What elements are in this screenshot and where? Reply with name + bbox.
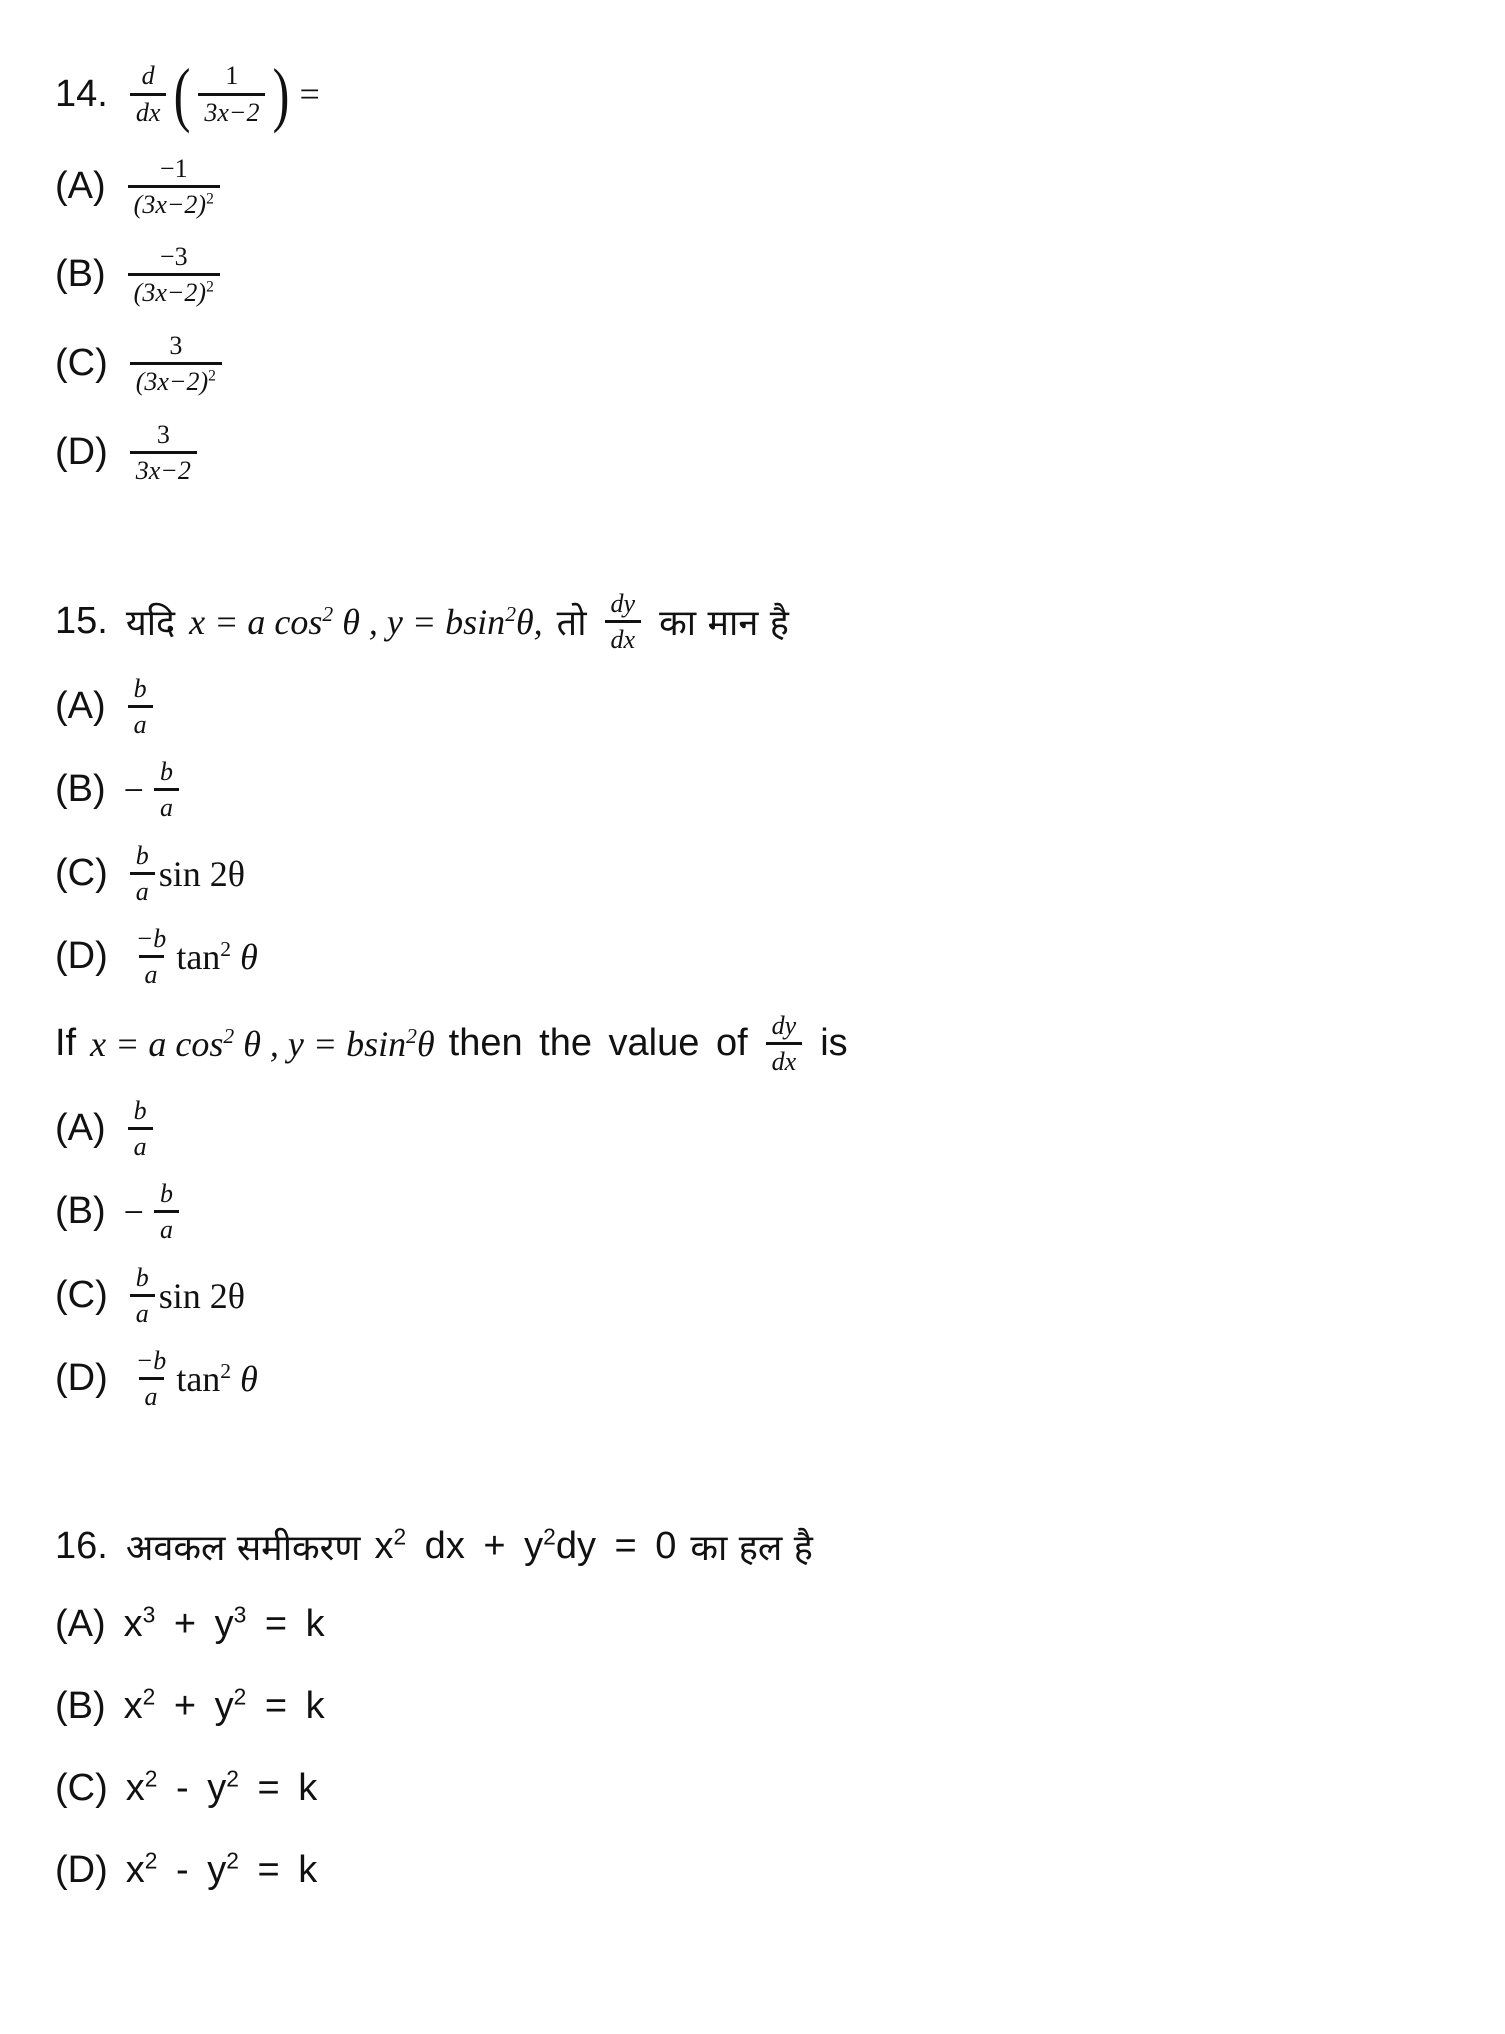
question-16-stem: 16. अवकल समीकरण $x^2$ dx + $y^2dy = 0$ का हल है xyxy=(55,1523,813,1569)
option-fraction: $\frac{3}{3x-2}$ xyxy=(130,421,197,485)
left-paren: ( xyxy=(173,54,191,134)
option-fraction: $\frac{-3}{(3x-2)^2}$ xyxy=(128,243,220,307)
q16-option-c[interactable]: (C) $x^2 - y^2 = k$ xyxy=(55,1765,318,1809)
equation: $x^2$ dx + $y^2dy = 0$ xyxy=(374,1523,677,1567)
q14-option-b[interactable]: (B) $\frac{-3}{(3x-2)^2}$ xyxy=(55,243,224,307)
q15-hindi-option-b[interactable]: (B) − $\frac{b}{a}$ xyxy=(55,758,183,822)
equation: x = a $\cos^2 \theta$ , y = bsin$^2$θ xyxy=(90,1023,435,1064)
q14-option-d[interactable]: (D) $\frac{3}{3x-2}$ xyxy=(55,421,201,485)
question-15-stem-english: If x = a $\cos^2 \theta$ , y = bsin$^2$θ then the value of $\frac{dy}{dx}$ is xyxy=(55,1011,848,1077)
right-paren: ) xyxy=(273,54,290,134)
question-number: 14. xyxy=(55,72,108,115)
question-14-stem xyxy=(55,54,320,134)
q14-option-a[interactable]: (A) $\frac{-1}{(3x-2)^2}$ xyxy=(55,155,224,219)
equals-sign: = xyxy=(299,74,320,114)
q16-option-a[interactable]: (A) $x^3 + y^3 = k$ xyxy=(55,1601,325,1645)
question-number: 15. xyxy=(55,600,108,643)
option-fraction: $\frac{3}{(3x-2)^2}$ xyxy=(130,332,222,396)
option-fraction: $\frac{-1}{(3x-2)^2}$ xyxy=(128,155,220,219)
q15-english-option-b[interactable]: (B) − $\frac{b}{a}$ xyxy=(55,1180,183,1244)
question-15-stem-hindi: 15. यदि x = a $\cos^2 \theta$ , y = bsin$^2$θ, तो $\frac{dy}{dx}$ का मान है xyxy=(55,589,789,655)
q15-hindi-option-d[interactable]: (D) $\frac{-b}{a}$ $\tan^2 \theta$ xyxy=(55,924,258,990)
question-number: 16. xyxy=(55,1525,108,1567)
q15-english-option-c[interactable]: (C) $\frac{b}{a}$ sin 2θ xyxy=(55,1263,246,1329)
q16-option-d[interactable]: (D) $x^2 - y^2 = k$ xyxy=(55,1847,318,1891)
q15-hindi-option-a[interactable]: (A) $\frac{b}{a}$ xyxy=(55,675,157,739)
q15-hindi-option-c[interactable]: (C) $\frac{b}{a}$ sin 2θ xyxy=(55,841,246,907)
q15-english-option-d[interactable]: (D) $\frac{-b}{a}$ $\tan^2 \theta$ xyxy=(55,1346,258,1412)
q16-option-b[interactable]: (B) $x^2 + y^2 = k$ xyxy=(55,1683,325,1727)
derivative-operator: $\frac{d}{dx}$ xyxy=(130,62,167,126)
derivative-dy-dx: $\frac{dy}{dx}$ xyxy=(605,590,642,654)
equation: x = a $\cos^2 \theta$ , y = bsin$^2$θ, xyxy=(189,601,543,642)
q15-english-option-a[interactable]: (A) $\frac{b}{a}$ xyxy=(55,1097,157,1161)
inner-fraction: $\frac{1}{3x-2}$ xyxy=(198,62,265,126)
derivative-dy-dx: $\frac{dy}{dx}$ xyxy=(766,1012,803,1076)
q14-option-c[interactable]: (C) $\frac{3}{(3x-2)^2}$ xyxy=(55,332,226,396)
